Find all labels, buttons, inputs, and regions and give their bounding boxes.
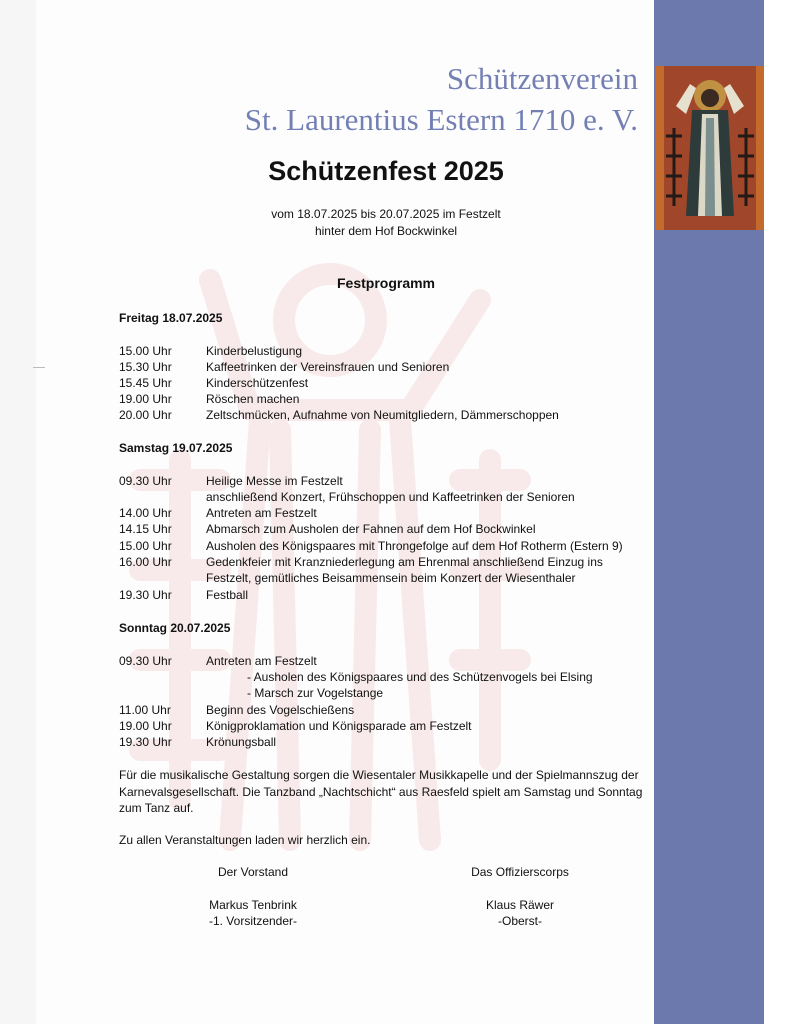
event-time: 19.30 Uhr	[119, 588, 172, 602]
event-description: Antreten am Festzelt	[206, 654, 317, 668]
event-time: 09.30 Uhr	[119, 654, 172, 668]
signature-role-board: -1. Vorsitzender-	[208, 914, 298, 928]
event-description: Königproklamation und Königsparade am Festzelt	[206, 719, 472, 733]
event-time: 09.30 Uhr	[119, 474, 172, 488]
signature-group-board: Der Vorstand	[217, 865, 289, 879]
day-heading-saturday: Samstag 19.07.2025	[119, 441, 233, 455]
day-heading-sunday: Sonntag 20.07.2025	[119, 621, 231, 635]
page-title: Schützenfest 2025	[268, 156, 504, 186]
event-time: 20.00 Uhr	[119, 408, 172, 422]
program-heading: Festprogramm	[336, 275, 436, 291]
event-description: Zeltschmücken, Aufnahme von Neumitgliedern, Dämmerschoppen	[206, 408, 559, 422]
event-time: 16.00 Uhr	[119, 555, 172, 569]
event-description: Heilige Messe im Festzelt	[206, 474, 343, 488]
signature-name-officers: Klaus Räwer	[485, 898, 555, 912]
event-description: Beginn des Vogelschießens	[206, 703, 355, 717]
event-time: 15.00 Uhr	[119, 344, 172, 358]
signature-group-officers: Das Offizierscorps	[471, 865, 569, 879]
scan-left-edge	[0, 0, 36, 1024]
event-time: 14.15 Uhr	[119, 522, 172, 536]
event-time: 19.00 Uhr	[119, 719, 172, 733]
event-time: 15.30 Uhr	[119, 360, 172, 374]
day-heading-friday: Freitag 18.07.2025	[119, 311, 223, 325]
event-description: Kinderschützenfest	[206, 376, 309, 390]
music-paragraph: Für die musikalische Gestaltung sorgen die Wiesentaler Musikkapelle und der Spielmannszug der Karnevalsgesellschaft. Die Tanzband „Nachtschicht“ aus Raesfeld spielt am Samstag und Sonntag zum Tanz auf.	[119, 768, 643, 815]
subtitle-line-1: vom 18.07.2025 bis 20.07.2025 im Festzelt	[271, 207, 501, 221]
event-description: Kaffeetrinken der Vereinsfrauen und Senioren	[206, 360, 450, 374]
event-description-continuation: anschließend Konzert, Frühschoppen und Kaffeetrinken der Senioren	[206, 490, 575, 504]
event-sub-item: - Ausholen des Königspaares und des Schützenvogels bei Elsing	[247, 670, 593, 684]
event-time: 19.30 Uhr	[119, 735, 172, 749]
event-description: Abmarsch zum Ausholen der Fahnen auf dem Hof Bockwinkel	[206, 522, 536, 536]
event-description: Kinderbelustigung	[206, 344, 303, 358]
event-time: 19.00 Uhr	[119, 392, 172, 406]
saint-laurentius-image	[656, 66, 764, 230]
event-time: 14.00 Uhr	[119, 506, 172, 520]
event-time: 11.00 Uhr	[119, 703, 171, 717]
event-time: 15.00 Uhr	[119, 539, 172, 553]
signature-name-board: Markus Tenbrink	[209, 898, 297, 912]
event-description: Gedenkfeier mit Kranzniederlegung am Ehrenmal anschließend Einzug ins	[206, 555, 603, 569]
event-sub-item: - Marsch zur Vogelstange	[247, 686, 384, 700]
subtitle-line-2: hinter dem Hof Bockwinkel	[314, 224, 458, 238]
event-description: Krönungsball	[206, 735, 277, 749]
club-name-line-1: Schützenverein	[446, 61, 638, 96]
signature-role-officers: -Oberst-	[497, 914, 542, 928]
event-description: Röschen machen	[206, 392, 300, 406]
event-description: Ausholen des Königspaares mit Throngefolge auf dem Hof Rotherm (Estern 9)	[206, 539, 623, 553]
event-description-continuation: Festzelt, gemütliches Beisammensein beim Konzert der Wiesenthaler	[206, 571, 576, 585]
event-description: Antreten am Festzelt	[206, 506, 317, 520]
right-margin	[764, 0, 791, 1024]
event-time: 15.45 Uhr	[119, 376, 172, 390]
scan-mark	[33, 367, 45, 368]
event-description: Festball	[206, 588, 249, 602]
club-name-line-2: St. Laurentius Estern 1710 e. V.	[244, 102, 638, 137]
invitation-text: Zu allen Veranstaltungen laden wir herzlich ein.	[119, 833, 371, 847]
